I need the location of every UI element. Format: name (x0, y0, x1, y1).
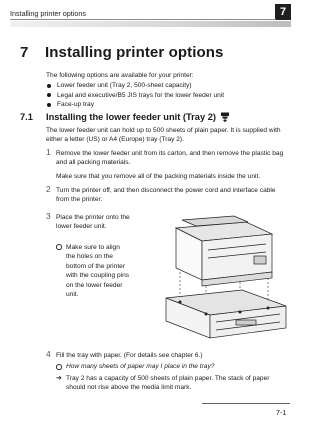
header-gray-band (10, 21, 291, 27)
tray-option-icon (220, 112, 230, 122)
list-item (46, 100, 224, 110)
chapter-title (20, 44, 223, 61)
options-list (46, 81, 224, 110)
running-header: Installing printer options (10, 9, 86, 18)
option-label: Lower feeder unit (Tray 2, 500-sheet capacity) (57, 82, 192, 90)
answer-text: Tray 2 has a capacity of 500 sheets of plain paper. The stack of paper should not rise above the media limit mark. (66, 375, 270, 392)
bullet-icon (47, 93, 51, 97)
step-subtext: Make sure that you remove all of the packing materials inside the unit. (56, 173, 261, 181)
list-item (46, 91, 224, 101)
bullet-icon (47, 84, 51, 88)
list-item (46, 81, 224, 91)
option-label: Legal and executive/B5 JIS trays for the lower feeder unit (57, 91, 225, 99)
step-number: 2 (46, 184, 51, 194)
step-number: 3 (46, 211, 51, 221)
step-number: 4 (46, 349, 51, 359)
note-text: Make sure to align the holes on the bottom of the printer with the coupling pins on the lower feeder unit. (66, 244, 130, 299)
chapter-number-box: 7 (275, 4, 291, 20)
section-title (20, 112, 230, 122)
section-number: 7.1 (20, 112, 33, 122)
step-text: Remove the lower feeder unit from its carton, and then remove the plastic bag and all packing materials. (56, 150, 284, 167)
chapter-title-number: 7 (20, 44, 29, 61)
printer-on-feeder-illustration (136, 214, 290, 344)
section-title-text: Installing the lower feeder unit (Tray 2) (46, 112, 216, 122)
step-text: Fill the tray with paper. (For details see chapter 6.) (56, 352, 203, 359)
chapter-title-text: Installing printer options (45, 44, 224, 61)
arrow-right-icon: ➔ (56, 375, 62, 382)
intro-text: The following options are available for your printer: (46, 72, 194, 79)
step-text: Turn the printer off, and then disconnect the power cord and interface cable from the printer. (56, 187, 276, 204)
bullet-icon (47, 103, 51, 107)
question-text: How many sheets of paper may I place in the tray? (66, 363, 215, 370)
option-label: Face-up tray (57, 101, 95, 109)
footer-rule (202, 403, 290, 404)
section-intro: The lower feeder unit can hold up to 500 sheets of plain paper. It is supplied with either a letter (US) or A4 (Europe) tray (Tray 2). (46, 127, 281, 144)
header-rule (10, 19, 276, 20)
step-number: 1 (46, 147, 51, 157)
step-text: Place the printer onto the lower feeder unit. (56, 214, 130, 231)
circle-bullet-icon (56, 244, 62, 250)
circle-bullet-icon (56, 364, 62, 370)
page-number: 7-1 (276, 408, 287, 417)
